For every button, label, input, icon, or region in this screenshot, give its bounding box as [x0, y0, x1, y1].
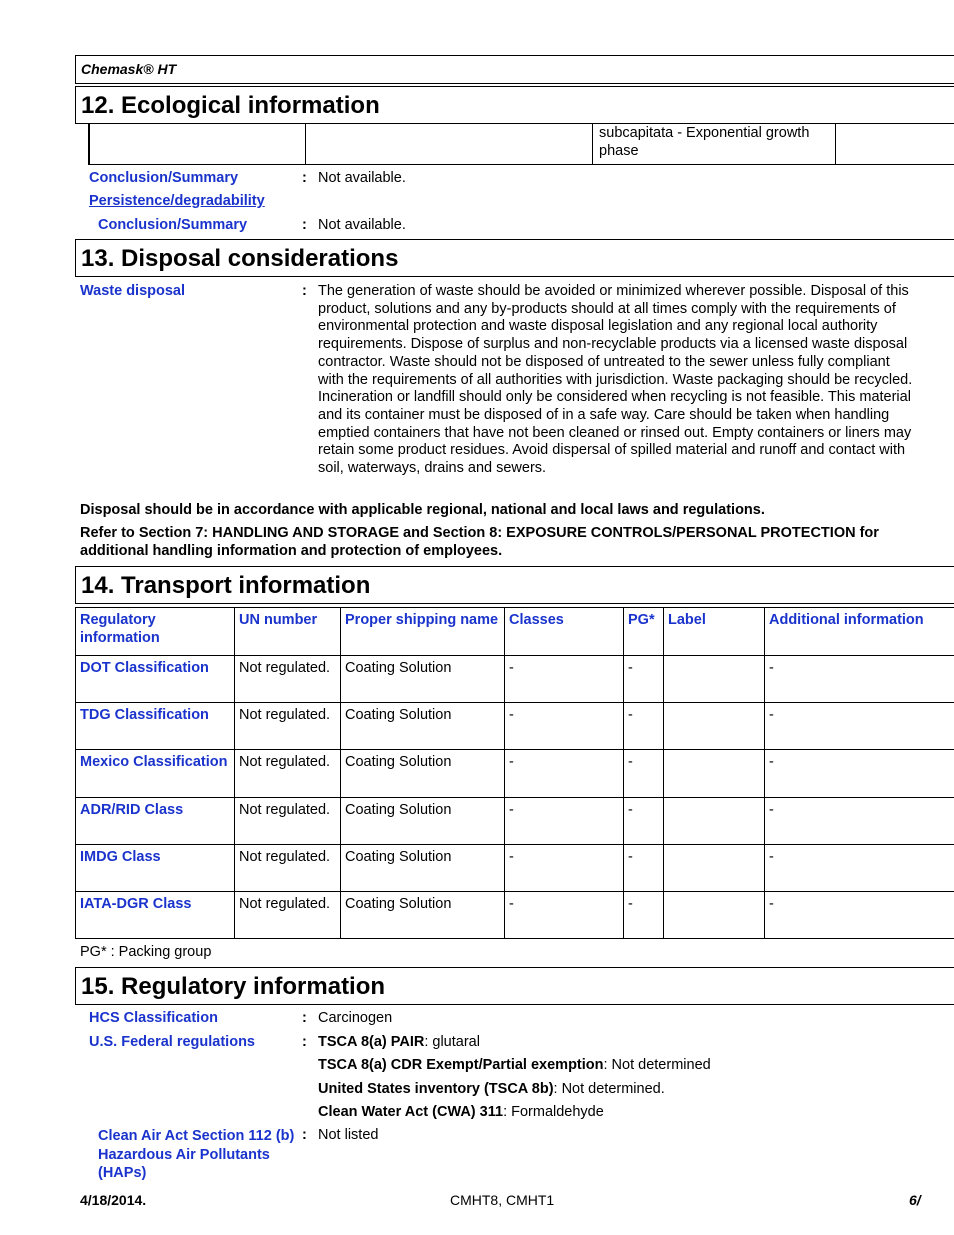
product-name: Chemask® HT — [81, 61, 177, 77]
row-header: IATA-DGR Class — [76, 892, 235, 939]
row-header: TDG Classification — [76, 703, 235, 750]
cell: Not regulated. — [235, 750, 341, 798]
transport-table — [75, 607, 954, 939]
caa-value: Not listed — [318, 1127, 379, 1143]
cell: Coating Solution — [341, 798, 505, 845]
pg-footnote: PG* : Packing group — [80, 944, 212, 960]
cell — [664, 750, 765, 798]
persistence-conclusion-value: Not available. — [318, 217, 406, 233]
colon: : — [302, 217, 307, 233]
federal-item: TSCA 8(a) PAIR: glutaral — [318, 1034, 480, 1050]
colon: : — [302, 1010, 307, 1026]
cell: - — [505, 798, 624, 845]
cell: - — [505, 750, 624, 798]
product-header — [75, 55, 954, 84]
cell: Coating Solution — [341, 750, 505, 798]
cell: Coating Solution — [341, 845, 505, 892]
disposal-note: Disposal should be in accordance with applicable regional, national and local laws and regulations. — [80, 502, 765, 518]
col-header: PG* — [624, 608, 664, 656]
table-row — [76, 845, 954, 892]
refer-note: Refer to Section 7: HANDLING AND STORAGE and Section 8: EXPOSURE CONTROLS/PERSONAL PROTECTION for additional handling information and protection of employees. — [80, 525, 879, 559]
col-header: Regulatory information — [76, 608, 235, 656]
col-header: Classes — [505, 608, 624, 656]
colon: : — [302, 1034, 307, 1050]
cell: - — [765, 703, 954, 750]
cell: Not regulated. — [235, 892, 341, 939]
cell: Coating Solution — [341, 703, 505, 750]
cell — [664, 798, 765, 845]
cell — [664, 656, 765, 703]
cell: Coating Solution — [341, 892, 505, 939]
waste-disposal-label: Waste disposal — [80, 283, 186, 299]
federal-label: U.S. Federal regulations — [89, 1034, 255, 1050]
cell — [664, 845, 765, 892]
cell: - — [624, 845, 664, 892]
col-header: Additional information — [765, 608, 954, 656]
footer-date: 4/18/2014. — [80, 1192, 147, 1208]
colon: : — [302, 1127, 307, 1143]
footer-page: 6/ — [909, 1192, 921, 1208]
section-12-header — [75, 86, 954, 124]
footer-code: CMHT8, CMHT1 — [450, 1192, 555, 1208]
cell: - — [624, 892, 664, 939]
cell: Not regulated. — [235, 798, 341, 845]
row-header: ADR/RID Class — [76, 798, 235, 845]
hcs-label: HCS Classification — [89, 1010, 218, 1026]
ecotox-table-fragment — [88, 124, 954, 165]
cell: Not regulated. — [235, 845, 341, 892]
conclusion-value: Not available. — [318, 170, 406, 186]
hcs-value: Carcinogen — [318, 1010, 393, 1026]
col-header: Proper shipping name — [341, 608, 505, 656]
section-14-title: 14. Transport information — [81, 572, 371, 599]
cell: - — [765, 798, 954, 845]
cell: - — [765, 656, 954, 703]
cell: - — [765, 845, 954, 892]
federal-item: Clean Water Act (CWA) 311: Formaldehyde — [318, 1104, 604, 1120]
federal-item: United States inventory (TSCA 8b): Not determined. — [318, 1081, 665, 1097]
waste-disposal-text: The generation of waste should be avoided or minimized wherever possible. Disposal of this product, solutions and any by-products should at all times comply with the requirements of environmental protection and waste disposal legislation and any regional local authority requirements. Dispose of surplus and non-recyclable products via a licensed waste disposal contractor. Waste should not be disposed of untreated to the sewer unless fully compliant with the requirements of all authorities with jurisdiction. Waste packaging should be recycled. Incineration or landfill should only be considered when recycling is not feasible. This material and its container must be disposed of in a safe way. Care should be taken when handling emptied containers that have not been cleaned or rinsed out. Empty containers or liners may retain some product residues. Avoid dispersal of spilled material and runoff and contact with soil, waterways, drains and sewers. — [318, 283, 913, 477]
caa-label: Clean Air Act Section 112 (b) Hazardous Air Pollutants (HAPs) — [98, 1128, 295, 1181]
row-header: IMDG Class — [76, 845, 235, 892]
cell: Not regulated. — [235, 703, 341, 750]
section-13-title: 13. Disposal considerations — [81, 245, 399, 272]
cell: Not regulated. — [235, 656, 341, 703]
row-header: Mexico Classification — [76, 750, 235, 798]
col-header: UN number — [235, 608, 341, 656]
section-15-header — [75, 967, 954, 1005]
cell: - — [505, 656, 624, 703]
cell — [664, 703, 765, 750]
ecotox-cell: subcapitata - Exponential growth phase — [599, 125, 810, 159]
section-13-header — [75, 239, 954, 277]
table-row — [76, 703, 954, 750]
section-14-header — [75, 566, 954, 604]
cell — [664, 892, 765, 939]
cell: - — [765, 892, 954, 939]
colon: : — [302, 283, 307, 299]
cell: Coating Solution — [341, 656, 505, 703]
table-row — [76, 656, 954, 703]
cell: - — [624, 750, 664, 798]
table-row — [76, 750, 954, 798]
section-15-title: 15. Regulatory information — [81, 973, 386, 1000]
table-row — [76, 798, 954, 845]
persistence-conclusion-label: Conclusion/Summary — [98, 217, 248, 233]
cell: - — [505, 703, 624, 750]
cell: - — [624, 656, 664, 703]
col-header: Label — [664, 608, 765, 656]
persistence-label: Persistence/degradability — [89, 193, 265, 209]
conclusion-label: Conclusion/Summary — [89, 170, 239, 186]
cell: - — [765, 750, 954, 798]
federal-item: TSCA 8(a) CDR Exempt/Partial exemption: Not determined — [318, 1057, 711, 1073]
cell: - — [505, 845, 624, 892]
cell: - — [624, 703, 664, 750]
colon: : — [302, 170, 307, 186]
section-12-title: 12. Ecological information — [81, 92, 380, 119]
cell: - — [624, 798, 664, 845]
cell: - — [505, 892, 624, 939]
table-row — [76, 892, 954, 939]
row-header: DOT Classification — [76, 656, 235, 703]
